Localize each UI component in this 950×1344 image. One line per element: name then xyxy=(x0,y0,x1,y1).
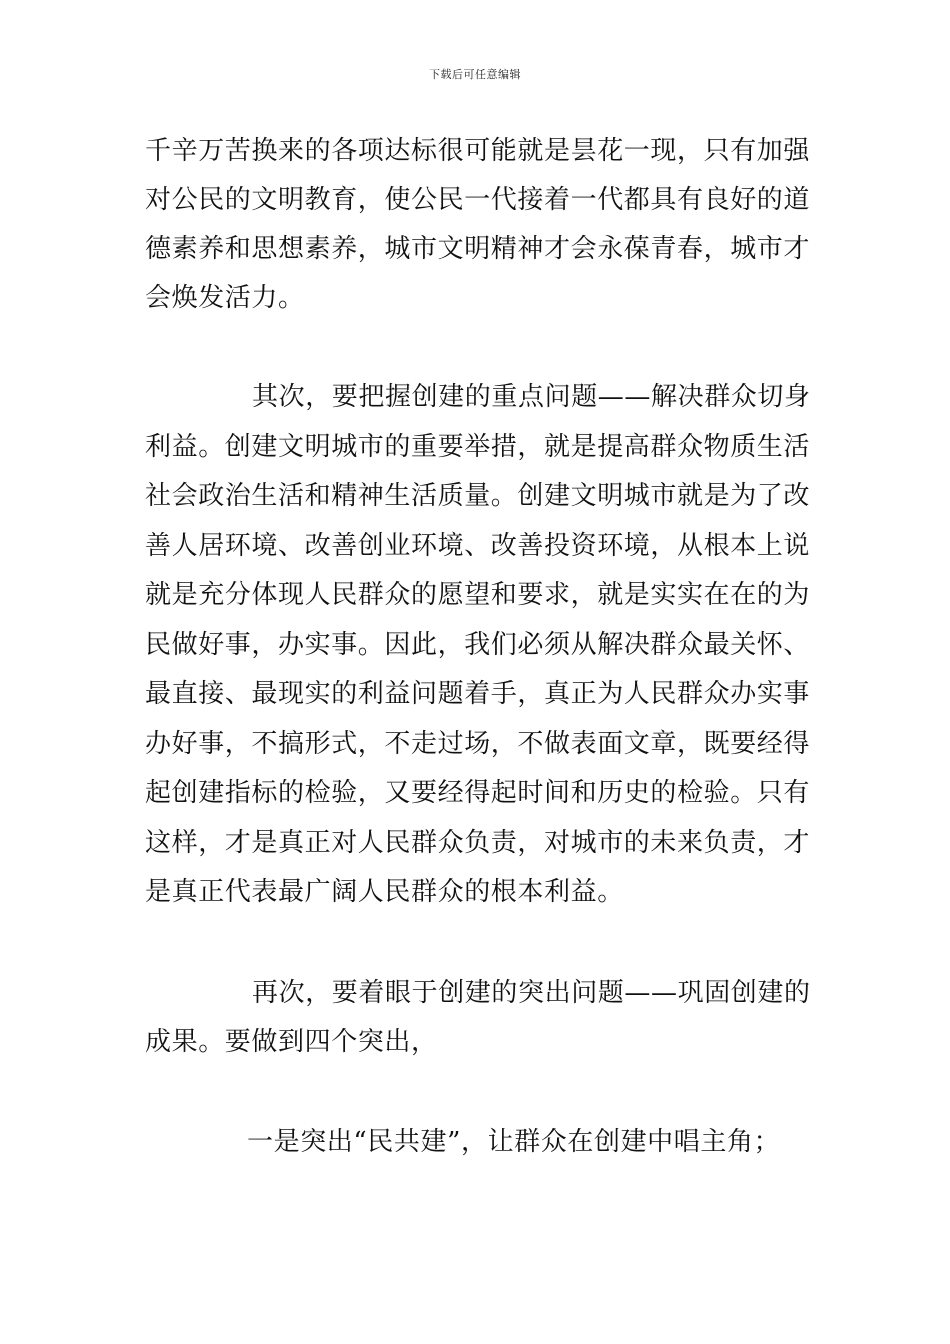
paragraph-2-line-10: 这样，才是真正对人民群众负责，对城市的未来负责，才 xyxy=(145,828,811,858)
paragraph-2-line-9: 起创建指标的检验，又要经得起时间和历史的检验。只有 xyxy=(145,778,811,808)
paragraph-2-line-3: 社会政治生活和精神生活质量。创建文明城市就是为了改 xyxy=(145,481,811,511)
paragraph-2-line-8: 办好事，不搞形式，不走过场，不做表面文章，既要经得 xyxy=(145,729,811,759)
paragraph-2-line-5: 就是充分体现人民群众的愿望和要求，就是实实在在的为 xyxy=(145,580,811,610)
paragraph-1-line-4: 会焕发活力。 xyxy=(145,283,305,313)
paragraph-1-line-2: 对公民的文明教育，使公民一代接着一代都具有良好的道 xyxy=(145,185,811,215)
page-header-note: 下载后可任意编辑 xyxy=(429,68,521,81)
paragraph-3-line-1: 再次，要着眼于创建的突出问题——巩固创建的 xyxy=(252,978,811,1008)
paragraph-2-line-7: 最直接、最现实的利益问题着手，真正为人民群众办实事 xyxy=(145,679,811,709)
paragraph-2-line-11: 是真正代表最广阔人民群众的根本利益。 xyxy=(145,877,624,907)
paragraph-3-line-2: 成果。要做到四个突出， xyxy=(145,1027,438,1057)
paragraph-1-line-3: 德素养和思想素养，城市文明精神才会永葆青春，城市才 xyxy=(145,234,811,264)
paragraph-4-line-1: 一是突出“民共建”，让群众在创建中唱主角； xyxy=(247,1127,781,1157)
paragraph-2-line-4: 善人居环境、改善创业环境、改善投资环境，从根本上说 xyxy=(145,531,811,561)
paragraph-2-line-6: 民做好事，办实事。因此，我们必须从解决群众最关怀、 xyxy=(145,630,811,660)
paragraph-2-line-1: 其次，要把握创建的重点问题——解决群众切身 xyxy=(252,382,811,412)
paragraph-1-line-1: 千辛万苦换来的各项达标很可能就是昙花一现，只有加强 xyxy=(145,136,811,166)
paragraph-2-line-2: 利益。创建文明城市的重要举措，就是提高群众物质生活 xyxy=(145,432,811,462)
